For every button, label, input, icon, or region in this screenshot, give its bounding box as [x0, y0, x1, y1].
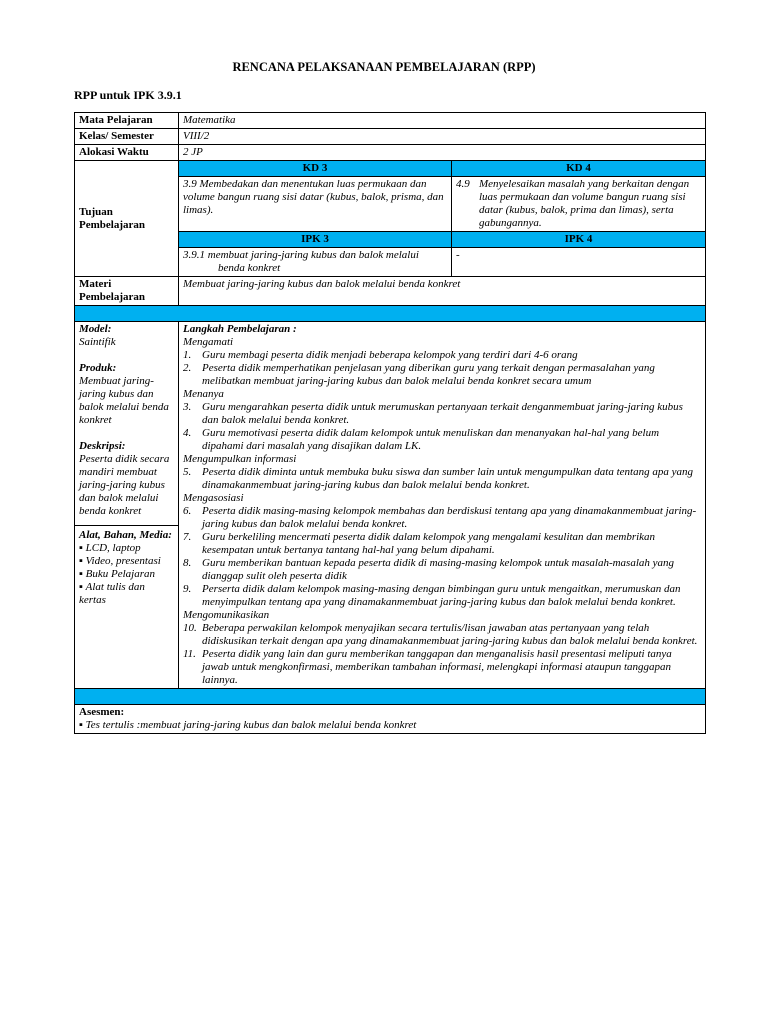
phase-mengamati: Mengamati [183, 336, 234, 348]
asesmen-label: Asesmen: [79, 706, 125, 718]
ipk3-text [179, 248, 452, 277]
row-alokasi-waktu [75, 145, 706, 161]
steps-mengamati [183, 349, 701, 388]
value-mata-pelajaran: Matematika [179, 113, 706, 129]
page-title: RENCANA PELAKSANAAN PEMBELAJARAN (RPP) [232, 60, 536, 74]
step-item: 11. Peserta didik yang lain dan guru memberikan tanggapan dan menganalisis hasil presentasi meliputi tanya jawab untuk mengkonfirmasi, memberikan tambahan informasi, melengkapi informasi ataupun tanggapan lainnya. [183, 648, 672, 686]
phase-mengomunikasikan: Mengomunikasikan [183, 609, 270, 621]
step-item: 6. Peserta didik masing-masing kelompok membahas dan berdiskusi tentang apa yang dinamakanmembuat jaring-jaring kubus dan balok melalui benda konkret. [183, 505, 697, 530]
alat-item: ▪ Buku Pelajaran [79, 568, 174, 581]
row-mata-pelajaran [75, 113, 706, 129]
label-mata-pelajaran: Mata Pelajaran [75, 113, 179, 129]
ipk4-text: - [452, 248, 706, 277]
model-label: Model: [79, 323, 112, 335]
header-kd4: KD 4 [452, 161, 706, 177]
label-kelas-semester: Kelas/ Semester [75, 129, 179, 145]
blue-divider-1 [75, 306, 706, 322]
blue-divider-cell [75, 306, 706, 322]
langkah-cell [179, 322, 706, 689]
alat-item: ▪ Video, presentasi [79, 555, 174, 568]
row-kelas-semester [75, 129, 706, 145]
ipk3-text-line1: 3.9.1 membuat jaring-jaring kubus dan balok melalui [183, 249, 419, 261]
asesmen-list [79, 719, 701, 732]
kd4-text: Menyelesaikan masalah yang berkaitan dengan luas permukaan dan volume bangun ruang sisi datar (kubus, balok, prima dan limas), serta gabungannya. [479, 178, 690, 229]
row-materi [75, 277, 706, 306]
steps-mengasosiasi [183, 505, 701, 609]
phase-mengumpulkan-informasi: Mengumpulkan informasi [183, 453, 297, 465]
value-kelas-semester: VIII/2 [179, 129, 706, 145]
label-alokasi-waktu: Alokasi Waktu [75, 145, 179, 161]
deskripsi-label: Deskripsi: [79, 440, 126, 452]
produk-value: Membuat jaring-jaring kubus dan balok melalui benda konkret [79, 375, 169, 426]
rpp-table [74, 112, 706, 734]
step-item: 4. Guru memotivasi peserta didik dalam kelompok untuk menuliskan dan menanyakan hal-hal yang belum dipahami dari masalah yang disajikan dalam LK. [183, 427, 660, 452]
blue-divider-2 [75, 689, 706, 705]
alat-item: ▪ Alat tulis dan kertas [79, 581, 174, 607]
asesmen-item: ▪ Tes tertulis :membuat jaring-jaring kubus dan balok melalui benda konkret [79, 719, 701, 732]
label-materi-pembelajaran: Materi Pembelajaran [75, 277, 179, 306]
ipk3-text-line2: benda konkret [218, 262, 281, 274]
row-kegiatan [75, 322, 706, 689]
blue-divider-cell [75, 689, 706, 705]
header-ipk4: IPK 4 [452, 232, 706, 248]
header-kd3: KD 3 [179, 161, 452, 177]
step-item: 1. Guru membagi peserta didik menjadi beberapa kelompok yang terdiri dari 4-6 orang [183, 349, 578, 361]
langkah-heading: Langkah Pembelajaran : [183, 323, 297, 335]
steps-mengomunikasikan [183, 622, 701, 687]
step-item: 8. Guru memberikan bantuan kepada peserta didik di masing-masing kelompok untuk masalah-masalah yang dianggap sulit oleh peserta didik [183, 557, 675, 582]
step-item: 5. Peserta didik diminta untuk membuka buku siswa dan sumber lain untuk mengumpulkan data tentang apa yang dinamakanmembuat jaring-jaring kubus dan balok melalui benda konkret. [183, 466, 693, 491]
kd4-number: 4.9 [456, 178, 470, 190]
sidebar-cell [75, 322, 179, 689]
model-value: Saintifik [79, 336, 116, 348]
step-item: 9. Perserta didik dalam kelompok masing-masing dengan bimbingan guru untuk mengaitkan, merumuskan dan menyimpulkan tentang apa yang dinamakanmembuat jaring-jaring kubus dan balok melalui benda konkret. [183, 583, 681, 608]
label-tujuan-pembelajaran: Tujuan Pembelajaran [75, 161, 179, 277]
steps-mengumpulkan [183, 466, 701, 492]
step-item: 3. Guru mengarahkan peserta didik untuk merumuskan pertanyaan terkait denganmembuat jaring-jaring kubus dan balok melalui benda konkret. [183, 401, 683, 426]
alat-item: ▪ LCD, laptop [79, 542, 174, 555]
kd4-cell [452, 177, 706, 232]
step-item: 10. Beberapa perwakilan kelompok menyajikan secara tertulis/lisan jawaban atas pertanyaan yang telah didiskusikan terkait dengan apa yang dinamakanmembuat jaring-jaring kubus dan balok melalui benda konkret. [183, 622, 698, 647]
value-materi-pembelajaran: Membuat jaring-jaring kubus dan balok melalui benda konkret [179, 277, 706, 306]
alat-list [79, 542, 174, 607]
alat-section [75, 525, 178, 607]
value-alokasi-waktu: 2 JP [179, 145, 706, 161]
asesmen-cell [75, 705, 706, 734]
produk-label: Produk: [79, 362, 117, 374]
step-item: 2. Peserta didik memperhatikan penjelasan yang diberikan guru yang terkait dengan permasalahan yang melibatkan membuat jaring-jaring kubus dan balok melalui benda konkret secara umum [183, 362, 655, 387]
kd3-text: 3.9 Membedakan dan menentukan luas permukaan dan volume bangun ruang sisi datar (kubus, balok, prisma, dan limas). [179, 177, 452, 232]
header-ipk3: IPK 3 [179, 232, 452, 248]
row-asesmen [75, 705, 706, 734]
rpp-subtitle: RPP untuk IPK 3.9.1 [74, 88, 182, 102]
step-item: 7. Guru berkeliling mencermati peserta didik dalam kelompok yang mengalami kesulitan dan membrikan kesempatan untuk bertanya tantang hal-hal yang belum dipahami. [183, 531, 656, 556]
row-kd-headers [75, 161, 706, 177]
alat-label: Alat, Bahan, Media: [79, 529, 172, 541]
deskripsi-value: Peserta didik secara mandiri membuat jaring-jaring kubus dan balok melalui benda konkret [79, 453, 170, 517]
phase-mengasosiasi: Mengasosiasi [183, 492, 244, 504]
phase-menanya: Menanya [183, 388, 224, 400]
steps-menanya [183, 401, 701, 453]
